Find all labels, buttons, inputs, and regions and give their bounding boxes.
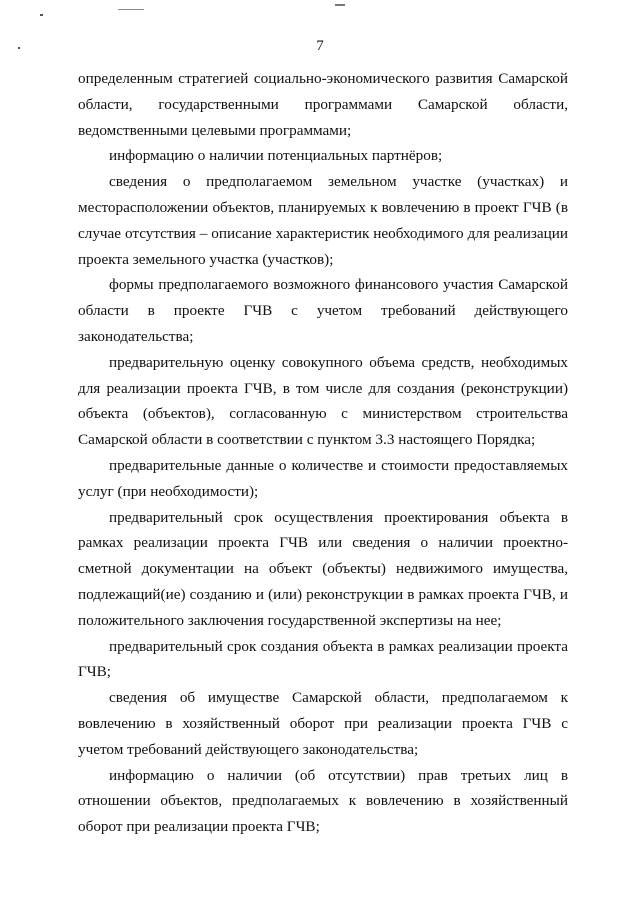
scan-artifact-top-center — [335, 4, 345, 6]
scan-artifact-top-line — [118, 9, 144, 10]
paragraph-land-plot-info: сведения о предполагаемом земельном участке (участках) и месторасположении объектов, планируемых к вовлечению в проект ГЧВ (в случае отсутствия – описание характеристик необходимого для реализации проекта земельного участка (участков); — [78, 173, 568, 268]
paragraph-design-timeline: предварительный срок осуществления проектирования объекта в рамках реализации проекта ГЧВ или сведения о наличии проектно-сметной документации на объект (объекты) недвижимого имущества, подлежащий(ие) созданию и (или) реконструкции в рамках проекта ГЧВ, и положительного заключения государственной экспертизы на нее; — [78, 508, 568, 629]
scan-artifact-top-left — [40, 14, 43, 16]
paragraph-financial-participation: формы предполагаемого возможного финансового участия Самарской области в проекте ГЧВ с учетом требований действующего законодательства; — [78, 276, 568, 345]
paragraph-third-party-rights: информацию о наличии (об отсутствии) прав третьих лиц в отношении объектов, предполагаемых к вовлечению в хозяйственный оборот при реализации проекта ГЧВ; — [78, 766, 568, 836]
document-body — [78, 66, 568, 840]
paragraph-potential-partners: информацию о наличии потенциальных партнёров; — [109, 147, 443, 165]
paragraph-strategy-continuation: определенным стратегией социально-экономического развития Самарской области, государственными программами Самарской области, ведомственными целевыми программами; — [78, 70, 568, 139]
paragraph-funding-estimate: предварительную оценку совокупного объема средств, необходимых для реализации проекта ГЧВ, в том числе для создания (реконструкции) объекта (объектов), согласованную с министерством строительства Самарской области в соответствии с пунктом 3.3 настоящего Порядка; — [78, 353, 568, 449]
paragraph-services-data: предварительные данные о количестве и стоимости предоставляемых услуг (при необходимости); — [78, 456, 568, 500]
page-number: 7 — [316, 38, 324, 54]
paragraph-construction-timeline: предварительный срок создания объекта в рамках реализации проекта ГЧВ; — [78, 637, 568, 681]
paragraph-regional-property: сведения об имуществе Самарской области, предполагаемом к вовлечению в хозяйственный оборот при реализации проекта ГЧВ с учетом требований действующего законодательства; — [78, 689, 568, 758]
